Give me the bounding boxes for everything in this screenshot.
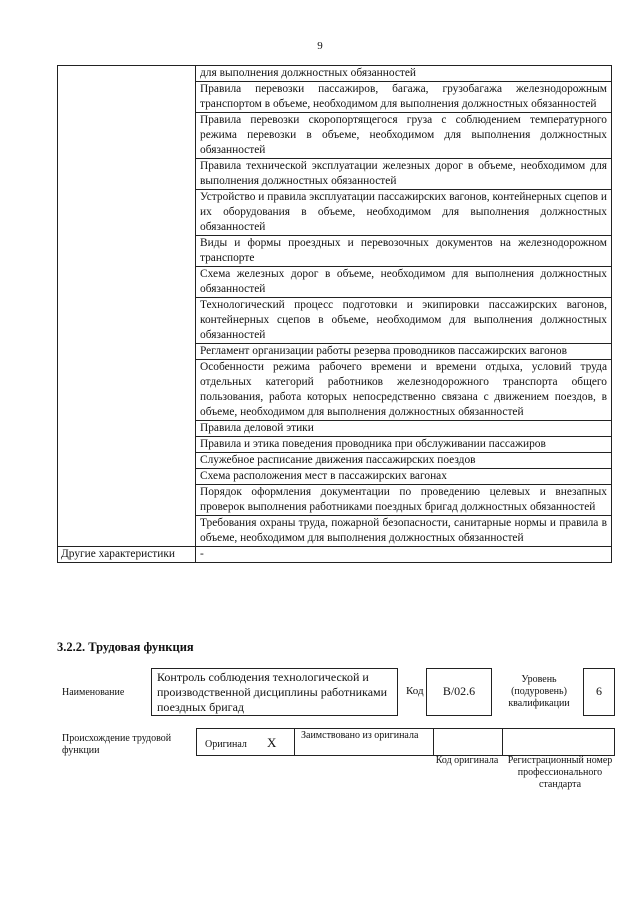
knowledge-item: Правила технической эксплуатации железных дорог в объеме, необходимом для выполнения должностных обязанностей xyxy=(196,159,612,190)
code-original-caption: Код оригинала xyxy=(435,755,499,766)
knowledge-item: Технологический процесс подготовки и экипировки пассажирских вагонов, контейнерных сцепов в объеме, необходимом для выполнения должностных обязанностей xyxy=(196,298,612,344)
knowledge-item: Правила перевозки скоропортящегося груза с соблюдением температурного режима перевозки в объеме, необходимом для выполнения должностных обязанностей xyxy=(196,113,612,159)
original-label: Оригинал xyxy=(205,739,247,750)
function-code: B/02.6 xyxy=(442,684,476,698)
origin-divider xyxy=(433,728,434,756)
table-row xyxy=(58,547,612,563)
knowledge-item: Особенности режима рабочего времени и времени отдыха, условий труда отдельных категорий работников железнодорожного транспорта общего пользования, работа которых непосредственно связана с движением поездов, в объеме, необходимом для выполнения должностных обязанностей xyxy=(196,360,612,421)
knowledge-item: Схема расположения мест в пассажирских вагонах xyxy=(196,469,612,485)
borrowed-label: Заимствовано из оригинала xyxy=(301,730,419,741)
left-cell-empty xyxy=(58,66,196,547)
knowledge-item: Регламент организации работы резерва проводников пассажирских вагонов xyxy=(196,344,612,360)
knowledge-item: Схема железных дорог в объеме, необходимом для выполнения должностных обязанностей xyxy=(196,267,612,298)
registration-caption: Регистрационный номер профессионального стандарта xyxy=(507,755,613,790)
knowledge-item: Порядок оформления документации по проведению целевых и внезапных проверок выполнения работниками поездных бригад должностных обязанностей xyxy=(196,485,612,516)
other-characteristics-label: Другие характеристики xyxy=(58,547,196,563)
origin-box xyxy=(196,728,615,756)
knowledge-item: Правила перевозки пассажиров, багажа, грузобагажа железнодорожным транспортом в объеме, необходимом для выполнения должностных обязанностей xyxy=(196,82,612,113)
original-mark: X xyxy=(267,735,277,750)
table-row xyxy=(58,66,612,82)
level-value: 6 xyxy=(596,684,602,698)
knowledge-item: Служебное расписание движения пассажирских поездов xyxy=(196,453,612,469)
code-value-box xyxy=(426,668,492,716)
function-name: Контроль соблюдения технологической и производственной дисциплины работниками поездных бригад xyxy=(157,670,388,714)
knowledge-item: Правила деловой этики xyxy=(196,421,612,437)
name-value-box xyxy=(151,668,398,716)
origin-divider xyxy=(502,728,503,756)
origin-divider xyxy=(294,728,295,756)
page-number: 9 xyxy=(317,40,323,52)
name-label: Наименование xyxy=(62,687,125,698)
knowledge-item: Виды и формы проездных и перевозочных документов на железнодорожном транспорте xyxy=(196,236,612,267)
section-heading: 3.2.2. Трудовая функция xyxy=(57,640,194,654)
origin-label: Происхождение трудовой функции xyxy=(62,733,172,756)
knowledge-item: Требования охраны труда, пожарной безопасности, санитарные нормы и правила в объеме, необходимом для выполнения должностных обязанностей xyxy=(196,516,612,547)
continuation-line: для выполнения должностных обязанностей xyxy=(196,66,612,82)
knowledge-item: Устройство и правила эксплуатации пассажирских вагонов, контейнерных сцепов и их оборудования в объеме, необходимом для выполнения должностных обязанностей xyxy=(196,190,612,236)
other-characteristics-value: - xyxy=(196,547,612,563)
knowledge-item: Правила и этика поведения проводника при обслуживании пассажиров xyxy=(196,437,612,453)
level-value-box xyxy=(583,668,615,716)
level-label: Уровень (подуровень) квалификации xyxy=(508,674,570,709)
requirements-table xyxy=(57,65,612,563)
code-label: Код xyxy=(406,685,424,697)
